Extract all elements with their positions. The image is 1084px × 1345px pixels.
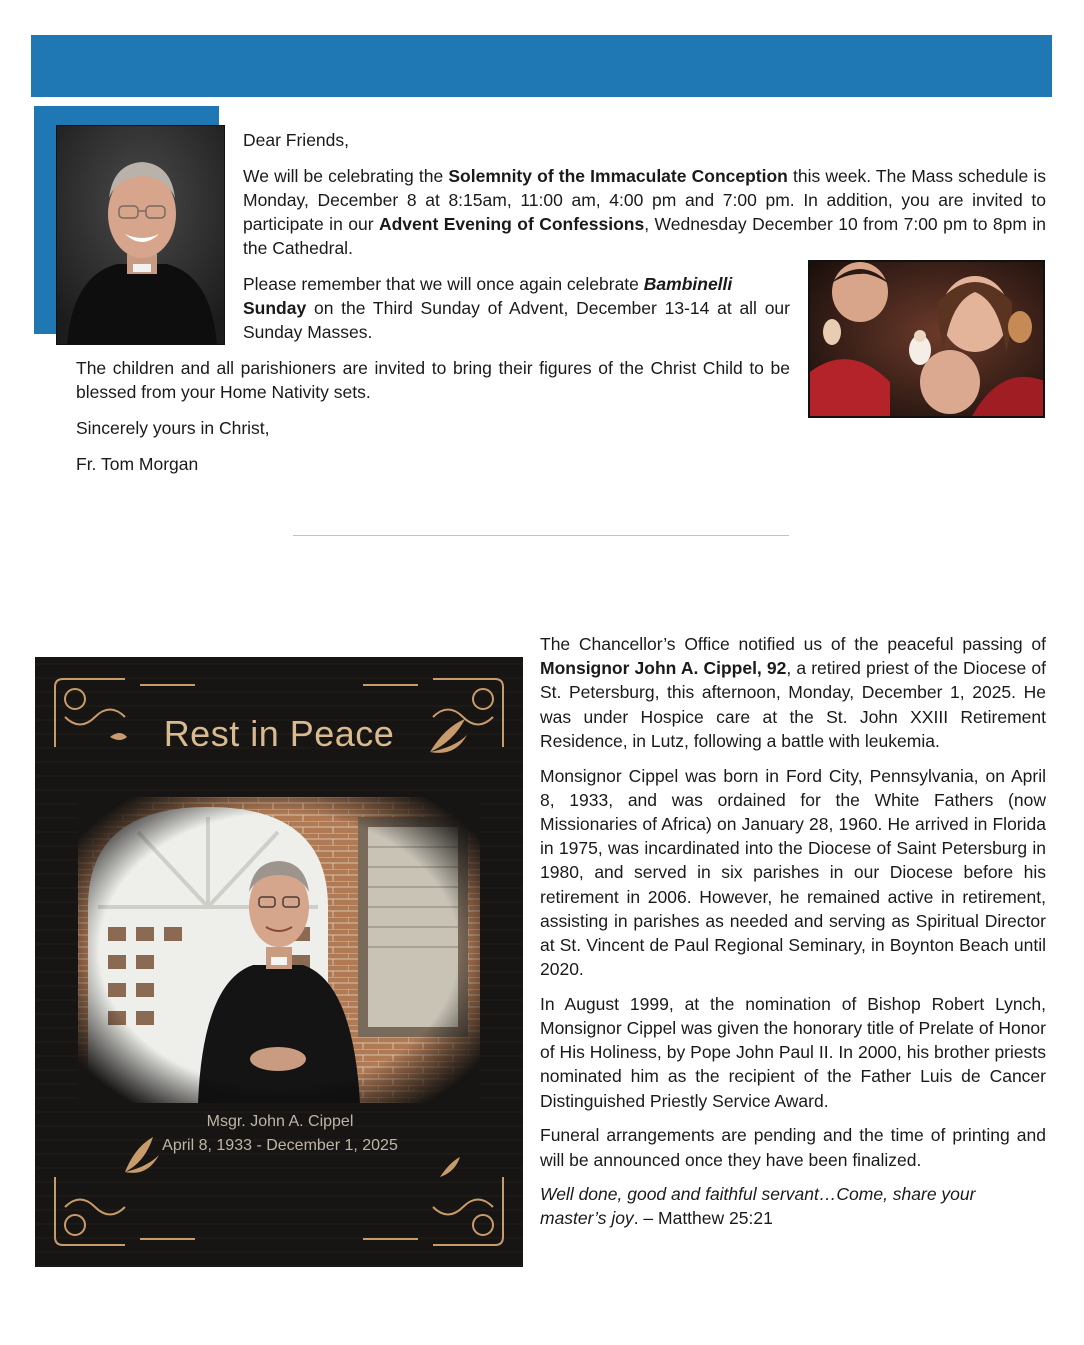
memorial-name: Msgr. John A. Cippel [206,1113,354,1130]
text-run: The Chancellor’s Office notified us of the peaceful passing of [540,634,1046,654]
obituary-paragraph-4: Funeral arrangements are pending and the time of printing and will be announced once they have been finalized. [540,1125,1046,1170]
event-bambinelli: Bambinelli [643,274,733,294]
children-photo [808,260,1045,418]
pastor-photo [56,125,225,345]
obituary-paragraph-2: Monsignor Cippel was born in Ford City, Pennsylvania, on April 8, 1933, and was ordained for the White Fathers (now Missionaries of Africa) on January 28, 1960. He arrived in Florida in 1975, was incardinated into the Diocese of Saint Petersburg in 1980, and served in six parishes in our Diocese before his retirement in 2006. However, he remained active in retirement, assisting in parishes as needed and serving as Spiritual Director at St. Vincent de Paul Regional Seminary, in Boynton Beach until 2020. [540,765,1046,980]
letter-paragraph-1 [243,164,1046,260]
letter-closing-block [76,356,790,488]
children-with-figurines-illustration [810,262,1045,418]
deceased-name: Monsignor John A. Cippel, 92 [540,658,787,679]
memorial-photo [78,797,480,1103]
memorial-title: Rest in Peace [163,713,395,754]
text-run: this week. The Mass schedule is Monday, December 8 at 8:15am, 11:00 am, 4:00 pm and 7:00 pm. In addition, you are invited to participate in our [243,166,1046,234]
text-run: , a retired priest of the Diocese of St. Petersburg, this afternoon, Monday, December 1, 2025. He was under Hospice care at the St. John XXIII Retirement Residence, in Lutz, following a battle with leukemia. [540,658,1046,751]
memorial-caption [60,1110,500,1158]
header-bar [31,35,1052,97]
text-run: We will be celebrating the [243,166,449,186]
quote-text: Well done, good and faithful servant…Come, share your master’s joy [540,1184,976,1229]
letter-greeting: Dear Friends, [243,130,350,150]
letter-signature: Fr. Tom Morgan [76,454,199,474]
obituary [540,632,1046,1241]
text-run: , Wednesday December 10 from 7:00 pm to 8pm in the Cathedral. [243,214,1046,258]
monsignor-portrait-illustration [78,797,480,1103]
letter-closing: Sincerely yours in Christ, [76,418,270,438]
obituary-paragraph-3: In August 1999, at the nomination of Bishop Robert Lynch, Monsignor Cippel was given the honorary title of Prelate of Honor of His Holiness, by Pope John Paul II. In 2000, his brother priests nominated him as the recipient of the Father Luis de Cancer Distinguished Priestly Service Award. [540,993,1046,1111]
event-solemnity: Solemnity of the Immaculate Conception [448,166,788,186]
quote-reference: . – Matthew 25:21 [633,1208,773,1229]
letter-paragraph-3: The children and all parishioners are invited to bring their figures of the Christ Child to be blessed from your Home Nativity sets. [76,358,790,402]
letter-paragraph-2 [243,272,790,344]
text-run: Please remember that we will once again celebrate [243,274,644,294]
letter-body [243,128,1046,272]
event-sunday: Sunday [243,298,307,318]
obituary-paragraph-1 [540,632,1046,753]
event-confessions: Advent Evening of Confessions [378,214,645,234]
scripture-quote [540,1182,1046,1230]
text-run: on the Third Sunday of Advent, December 13-14 at all our Sunday Masses. [243,298,790,342]
section-divider [293,535,789,536]
memorial-dates: April 8, 1933 - December 1, 2025 [162,1137,398,1154]
pastor-portrait-illustration [57,126,225,345]
